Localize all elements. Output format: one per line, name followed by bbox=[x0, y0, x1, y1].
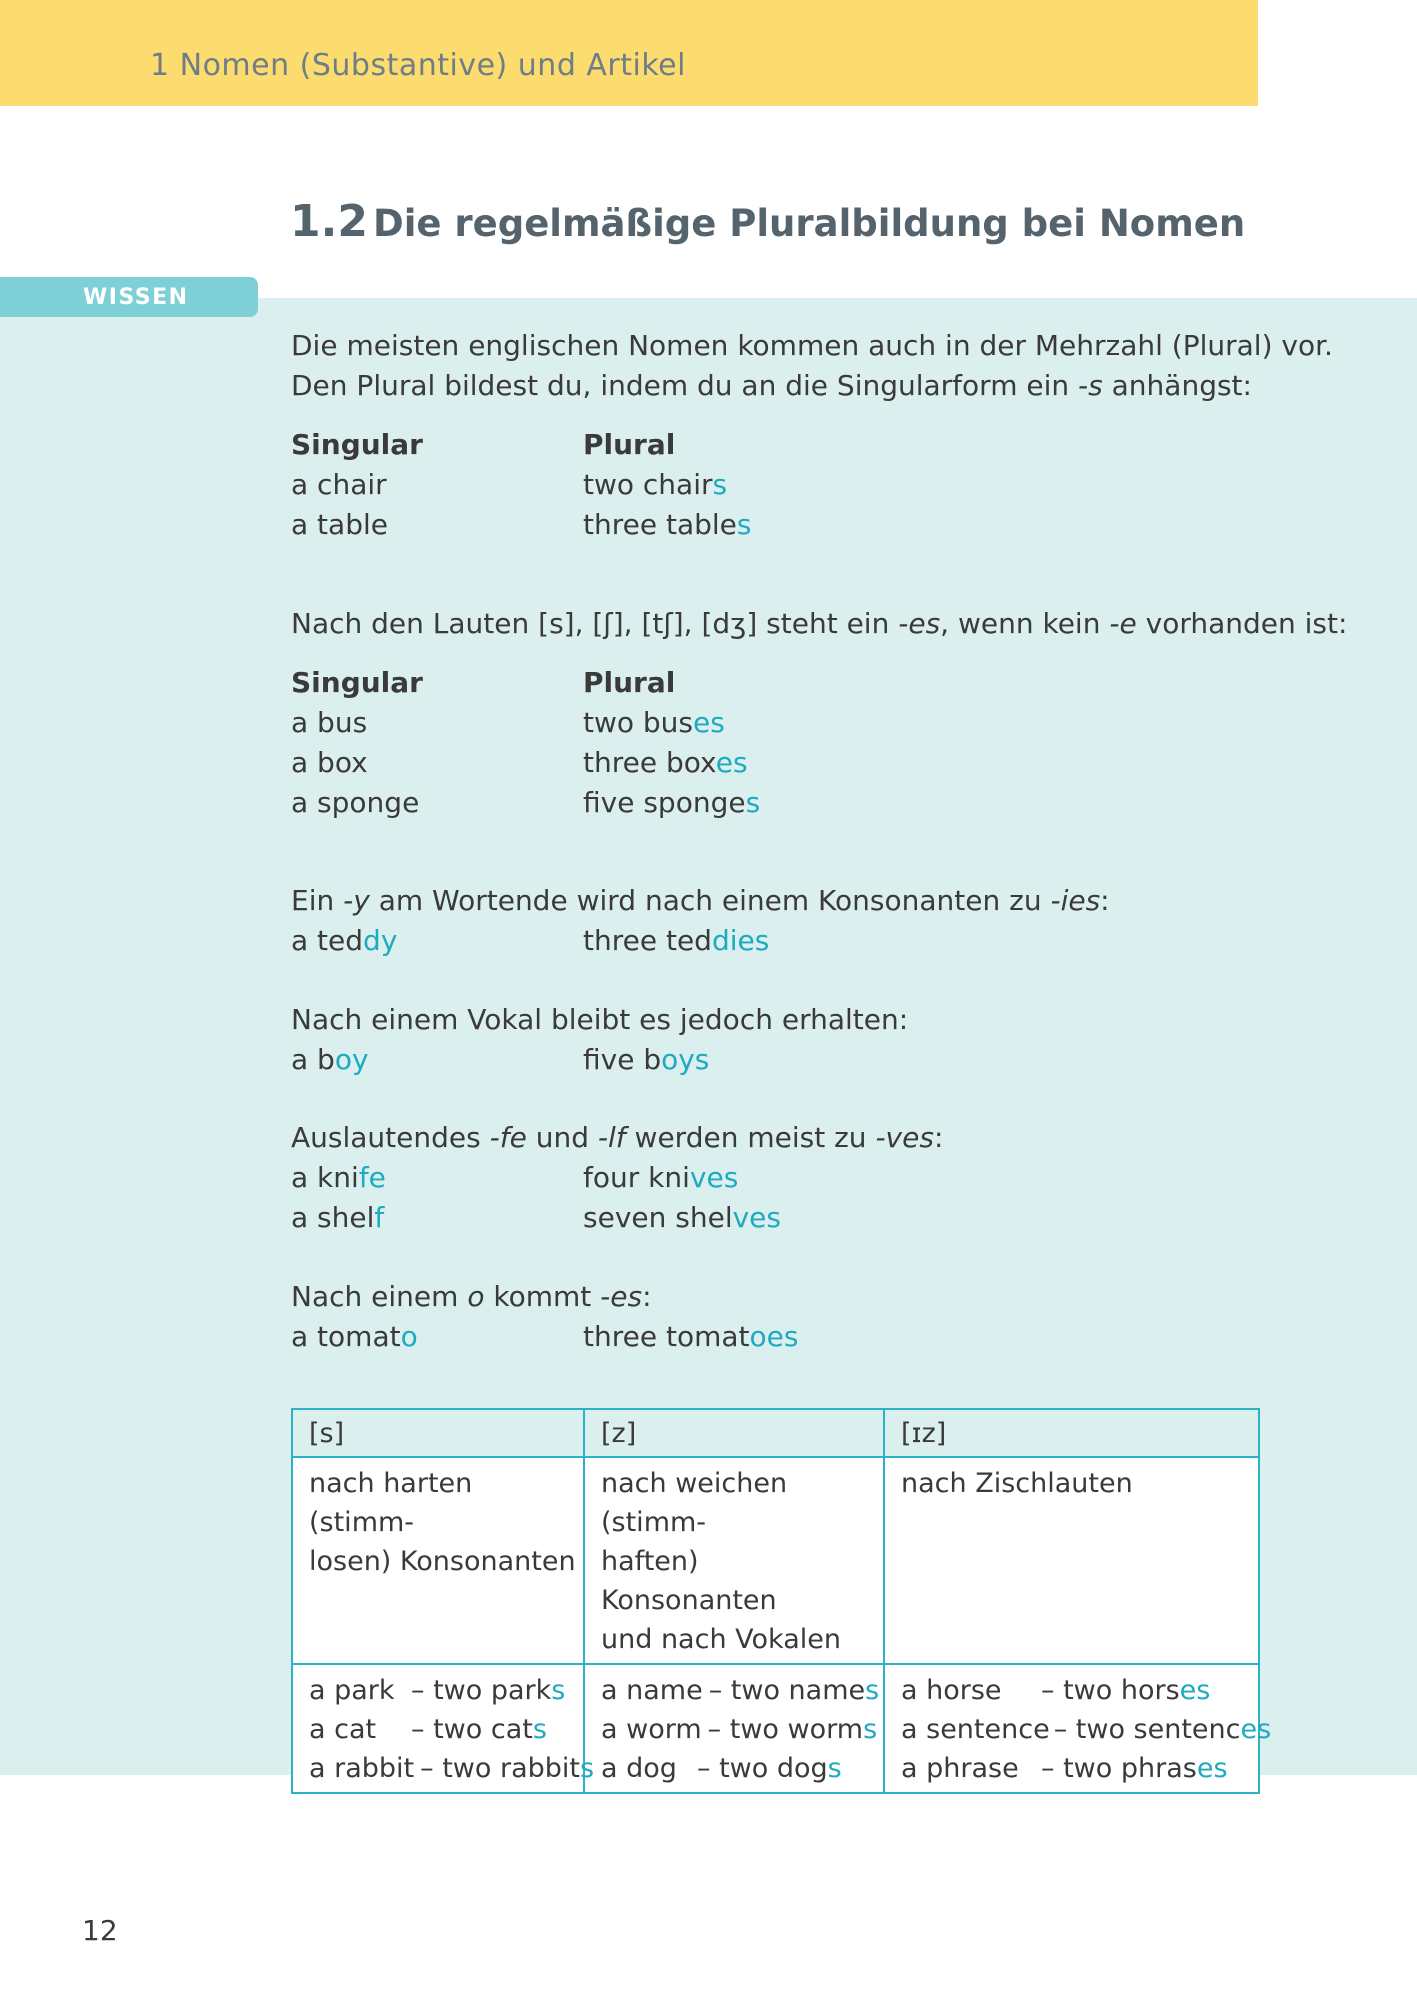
example-pair: a sentence – two sentenc es bbox=[901, 1714, 1272, 1745]
singular-example: a boy bbox=[291, 1043, 369, 1076]
intro-line-2: Den Plural bildest du, indem du an die Singularform ein -s anhängst: bbox=[291, 369, 1252, 402]
singular-example: a table bbox=[291, 508, 388, 541]
singular-example: a box bbox=[291, 746, 368, 779]
singular-header: Singular bbox=[291, 666, 423, 699]
wissen-label: WISSEN bbox=[83, 285, 189, 310]
plural-example: three boxes bbox=[583, 746, 748, 779]
rule-o-es: Nach einem o kommt -es: bbox=[291, 1280, 652, 1313]
table-description-cell: nach weichen (stimm- haften) Konsonanten und nach Vokalen bbox=[584, 1457, 884, 1664]
example-pair: a worm – two worm s bbox=[601, 1714, 878, 1745]
page-number: 12 bbox=[82, 1914, 118, 1947]
pronunciation-table bbox=[291, 1408, 1272, 1794]
rule-vowel-y: Nach einem Vokal bleibt es jedoch erhalten: bbox=[291, 1003, 909, 1036]
plural-example: seven shelves bbox=[583, 1201, 781, 1234]
singular-example: a shelf bbox=[291, 1201, 385, 1234]
table-header-cell: [s] bbox=[292, 1409, 584, 1457]
table-header-cell: [z] bbox=[584, 1409, 884, 1457]
example-pair: a dog – two dog s bbox=[601, 1753, 842, 1784]
example-pair: a phrase – two phras es bbox=[901, 1753, 1228, 1784]
rule-y-ies: Ein -y am Wortende wird nach einem Konsonanten zu -ies: bbox=[291, 884, 1110, 917]
singular-example: a bus bbox=[291, 706, 368, 739]
section-title: Die regelmäßige Pluralbildung bei Nomen bbox=[373, 202, 1246, 245]
singular-example: a tomato bbox=[291, 1320, 418, 1353]
chapter-title: 1 Nomen (Substantive) und Artikel bbox=[150, 48, 686, 83]
table-row bbox=[292, 1664, 1259, 1793]
table-description-cell: nach Zischlauten bbox=[884, 1457, 1259, 1664]
example-pair: a rabbit – two rabbit s bbox=[309, 1753, 595, 1784]
rule-es-sounds: Nach den Lauten [s], [ʃ], [tʃ], [dʒ] steht ein -es, wenn kein -e vorhanden ist: bbox=[291, 607, 1348, 640]
singular-example: a teddy bbox=[291, 924, 398, 957]
plural-example: five sponges bbox=[583, 786, 761, 819]
plural-example: four knives bbox=[583, 1161, 739, 1194]
singular-example: a sponge bbox=[291, 786, 420, 819]
plural-header: Plural bbox=[583, 428, 676, 461]
table-description-cell: nach harten (stimm- losen) Konsonanten bbox=[292, 1457, 584, 1664]
plural-example: five boys bbox=[583, 1043, 710, 1076]
example-pair: a name – two name s bbox=[601, 1675, 880, 1706]
example-pair: a cat – two cat s bbox=[309, 1714, 547, 1745]
rule-fe-lf-ves: Auslautendes -fe und -lf werden meist zu -ves: bbox=[291, 1121, 944, 1154]
table-header-row bbox=[292, 1409, 1259, 1457]
table-header-cell: [ɪz] bbox=[884, 1409, 1259, 1457]
table-row bbox=[292, 1457, 1259, 1664]
plural-example: two chairs bbox=[583, 468, 728, 501]
plural-example: three teddies bbox=[583, 924, 770, 957]
table-example-cell bbox=[884, 1664, 1272, 1793]
singular-example: a knife bbox=[291, 1161, 386, 1194]
intro-line-1: Die meisten englischen Nomen kommen auch in der Mehrzahl (Plural) vor. bbox=[291, 329, 1333, 362]
plural-example: three tables bbox=[583, 508, 752, 541]
example-pair: a park – two park s bbox=[309, 1675, 566, 1706]
table-example-cell bbox=[584, 1664, 884, 1793]
singular-header: Singular bbox=[291, 428, 423, 461]
plural-example: two buses bbox=[583, 706, 725, 739]
plural-example: three tomatoes bbox=[583, 1320, 799, 1353]
table-example-cell bbox=[292, 1664, 595, 1793]
singular-example: a chair bbox=[291, 468, 387, 501]
plural-header: Plural bbox=[583, 666, 676, 699]
example-pair: a horse – two hors es bbox=[901, 1675, 1211, 1706]
section-number: 1.2 bbox=[290, 196, 368, 247]
